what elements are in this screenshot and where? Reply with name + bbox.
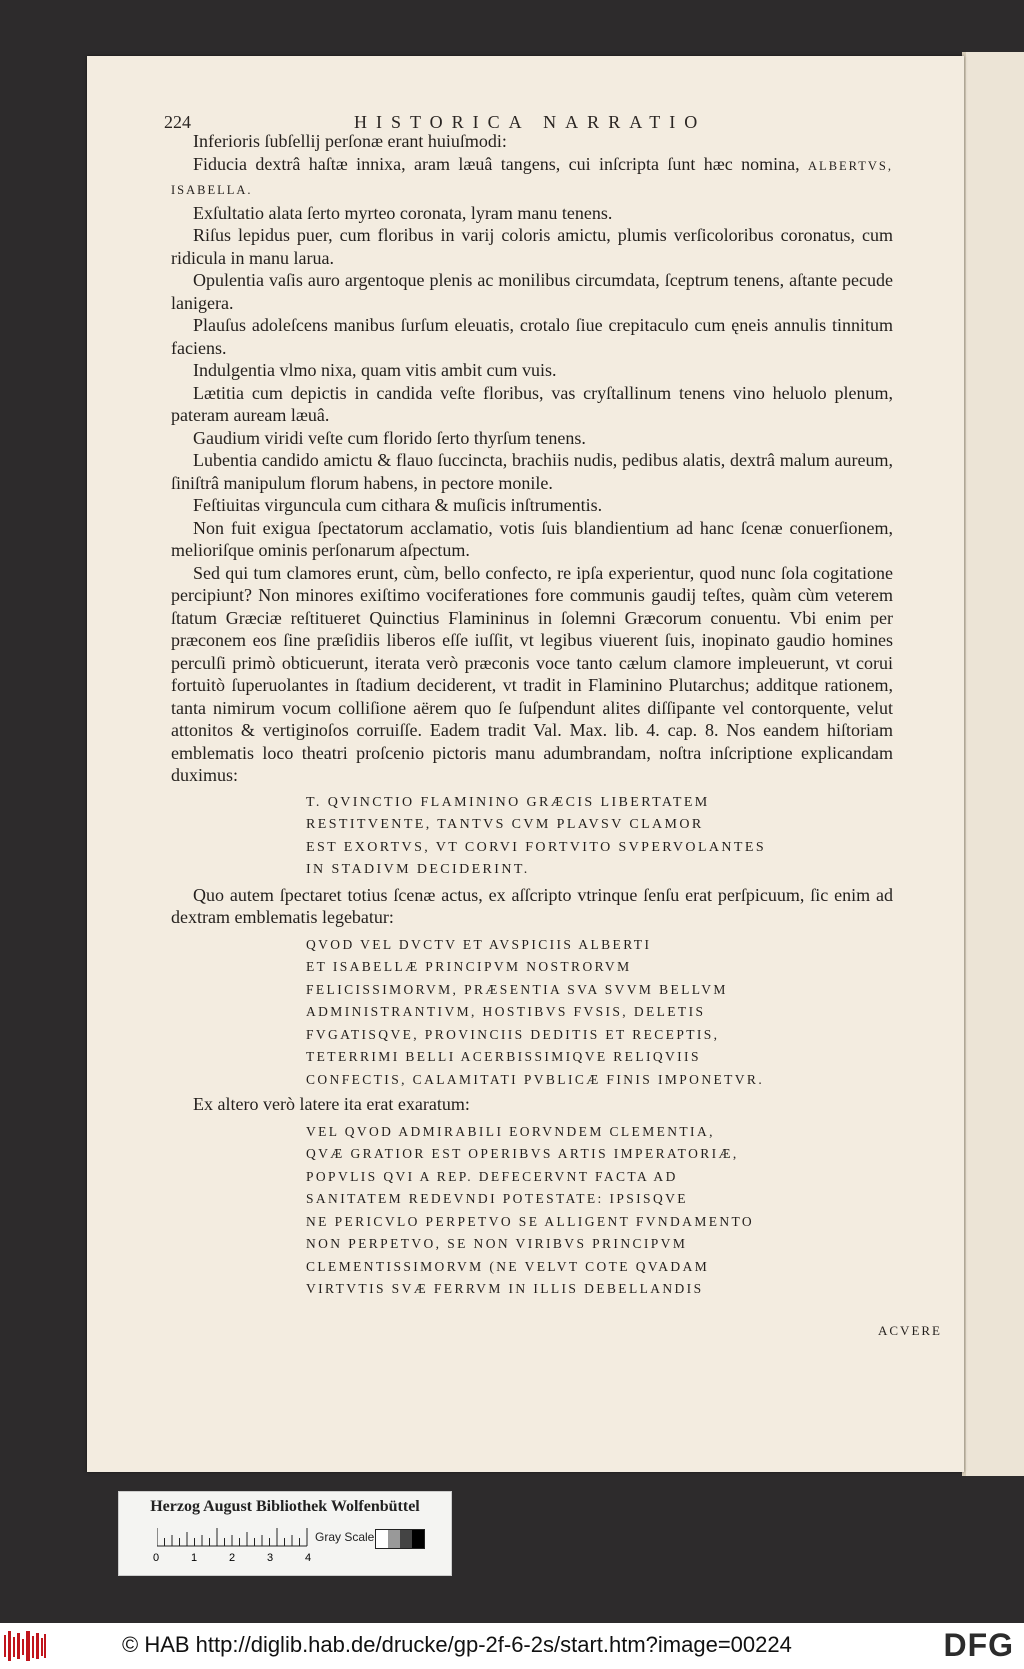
inscription-line: ET ISABELLÆ PRINCIPVM NOSTRORVM [306,959,632,974]
paragraph: Riſus lepidus puer, cum floribus in varij coloris amictu, plumis verſicoloribus coronatus, cum ridicula in manu larua. [171,225,893,268]
inscription-line: ADMINISTRANTIVM, HOSTIBVS FVSIS, DELETIS [306,1004,706,1019]
paragraph: Lubentia candido amictu & flauo ſuccincta, brachiis nudis, pedibus alatis, dextrâ malum aureum, ſiniſtrâ manipulum florum habens, in pectore monile. [171,450,893,493]
inscription-line: NE PERICVLO PERPETVO SE ALLIGENT FVNDAMENTO [306,1213,755,1229]
paragraph: Feſtiuitas virguncula cum cithara & muſicis inſtrumentis. [193,495,603,515]
barcode-icon [4,1631,46,1661]
paragraph: Lætitia cum depictis in candida veſte floribus, vas cryſtallinum tenens vino heluolo plenum, pateram auream læuâ. [171,382,893,425]
inscription-line: NON PERPETVO, SE NON VIRIBVS PRINCIPVM [306,1236,688,1251]
inscription-line: CLEMENTISSIMORVM (NE VELVT COTE QVADAM [306,1258,710,1274]
paragraph: Quo autem ſpectaret totius ſcenæ actus, ex aſſcripto vtrinque ſenſu erat perſpicuum, ſic enim ad dextram emblematis legebatur: [171,884,893,927]
footer-bar [0,1623,1024,1669]
source-credit-link[interactable]: © HAB http://diglib.hab.de/drucke/gp-2f-6-2s/start.htm?image=00224 [122,1632,792,1657]
inscription-line: VIRTVTIS SVÆ FERRVM IN ILLIS DEBELLANDIS [306,1281,704,1296]
catchword: ACVERE [878,1323,942,1338]
paragraph: Sed qui tum clamores erunt, cùm, bello confecto, re ipſa experientur, quod nunc ſola cogitatione percipiunt? Non minores exiſtimo vociferationes fore communis gaudij teſtes, quàm cùm veterem ſtatum Græciæ reſtitueret Quinctius Flamininus in ſolemni Græcorum conuentu. Vbi enim per præconem eos ſine præſidiis liberos eſſe iuſſit, vt legibus viuerent ſuis, inopinato gaudio homines perculſi primò obticuerunt, iterata verò præconis voce tanto cælum clamore impleuerunt, vt corui fortuitò ſuperuolantes in ſtadium deciderent, vt tradit in Flaminino Plutarchus; additque rationem, tanta nimirum vocum colliſione aërem quo ſe ſuſpendunt alites diſſipante vel contorquente, velut attonitos & vertiginoſos corruiſſe. Eadem tradit Val. Max. lib. 4. cap. 8. Nos eandem hiſtoriam emblematis loco theatri proſcenio pictoris manu adumbrandam, noſtra inſcriptione explicandam duximus: [171,562,893,785]
paragraph: Gaudium viridi veſte cum florido ſerto thyrſum tenens. [193,427,586,448]
inscription-line: QVOD VEL DVCTV ET AVSPICIIS ALBERTI [306,936,652,952]
inscription-line: RESTITVENTE, TANTVS CVM PLAVSV CLAMOR [306,817,704,832]
page-number: 224 [164,112,191,132]
names-small-caps: ALBERTVS, ISABELLA. [171,158,893,197]
inscription-line: QVÆ GRATIOR EST OPERIBVS ARTIS IMPERATORIÆ, [306,1146,739,1161]
book-page [87,56,964,1472]
dfg-logo: DFG [943,1627,1014,1663]
gray-scale-swatch [375,1529,425,1549]
paragraph: Plauſus adoleſcens manibus ſurſum eleuatis, crotalo ſiue crepitaculo cum ęneis annulis tinnitum faciens. [171,315,893,358]
paragraph: Fiducia dextrâ haſtæ innixa, aram læuâ tangens, cui inſcripta ſunt hæc nomina, ALBERTVS, ISABELLA. [171,153,893,197]
paragraph: Inferioris ſubſellij perſonæ erant huiuſmodi: [193,131,507,151]
inscription-line: EST EXORTVS, VT CORVI FORTVITO SVPERVOLANTES [306,839,767,855]
paragraph: Opulentia vaſis auro argentoque plenis ac monilibus circumdata, ſceptrum tenens, aſtante pecude lanigera. [171,270,893,313]
inscription-right [306,934,765,1092]
running-title: HISTORICA NARRATIO [354,112,707,132]
paragraph: Non fuit exigua ſpectatorum acclamatio, votis ſuis blandientium ad hanc ſcenæ conuerſionem, melioriſque ominis perſonarum aſpectum. [171,517,893,560]
paragraph: Indulgentia vlmo nixa, quam vitis ambit cum vuis. [193,360,557,380]
inscription-line: TETERRIMI BELLI ACERBISSIMIQVE RELIQVIIS [306,1049,701,1064]
ruler-icon [157,1526,317,1548]
inscription-line: FELICISSIMORVM, PRÆSENTIA SVA SVVM BELLVM [306,981,728,997]
paragraph: Exſultatio alata ſerto myrteo coronata, lyram manu tenens. [193,202,613,223]
body-text [171,130,893,1303]
inscription-line: POPVLIS QVI A REP. DEFECERVNT FACTA AD [306,1168,678,1184]
inscription-line: SANITATEM REDEVNDI POTESTATE: IPSISQVE [306,1191,688,1206]
library-name: Herzog August Bibliothek Wolfenbüttel [150,1498,420,1515]
inscription-line: VEL QVOD ADMIRABILI EORVNDEM CLEMENTIA, [306,1123,715,1139]
inscription-flamininus [306,792,767,882]
inscription-line: T. QVINCTIO FLAMININO GRÆCIS LIBERTATEM [306,794,710,810]
gray-scale-label: Gray Scale [315,1530,375,1544]
paragraph: Ex altero verò latere ita erat exaratum: [193,1094,470,1114]
inscription-line: FVGATISQVE, PROVINCIIS DEDITIS ET RECEPTIS, [306,1026,720,1042]
inscription-line: IN STADIVM DECIDERINT. [306,862,530,877]
library-color-label: Herzog August Bibliothek Wolfenbüttel 0 1 2 3 4 Gray Scale [118,1491,452,1576]
adjacent-page-edge [966,52,1024,1476]
inscription-line: CONFECTIS, CALAMITATI PVBLICÆ FINIS IMPONETVR. [306,1071,765,1087]
inscription-left [306,1121,755,1301]
